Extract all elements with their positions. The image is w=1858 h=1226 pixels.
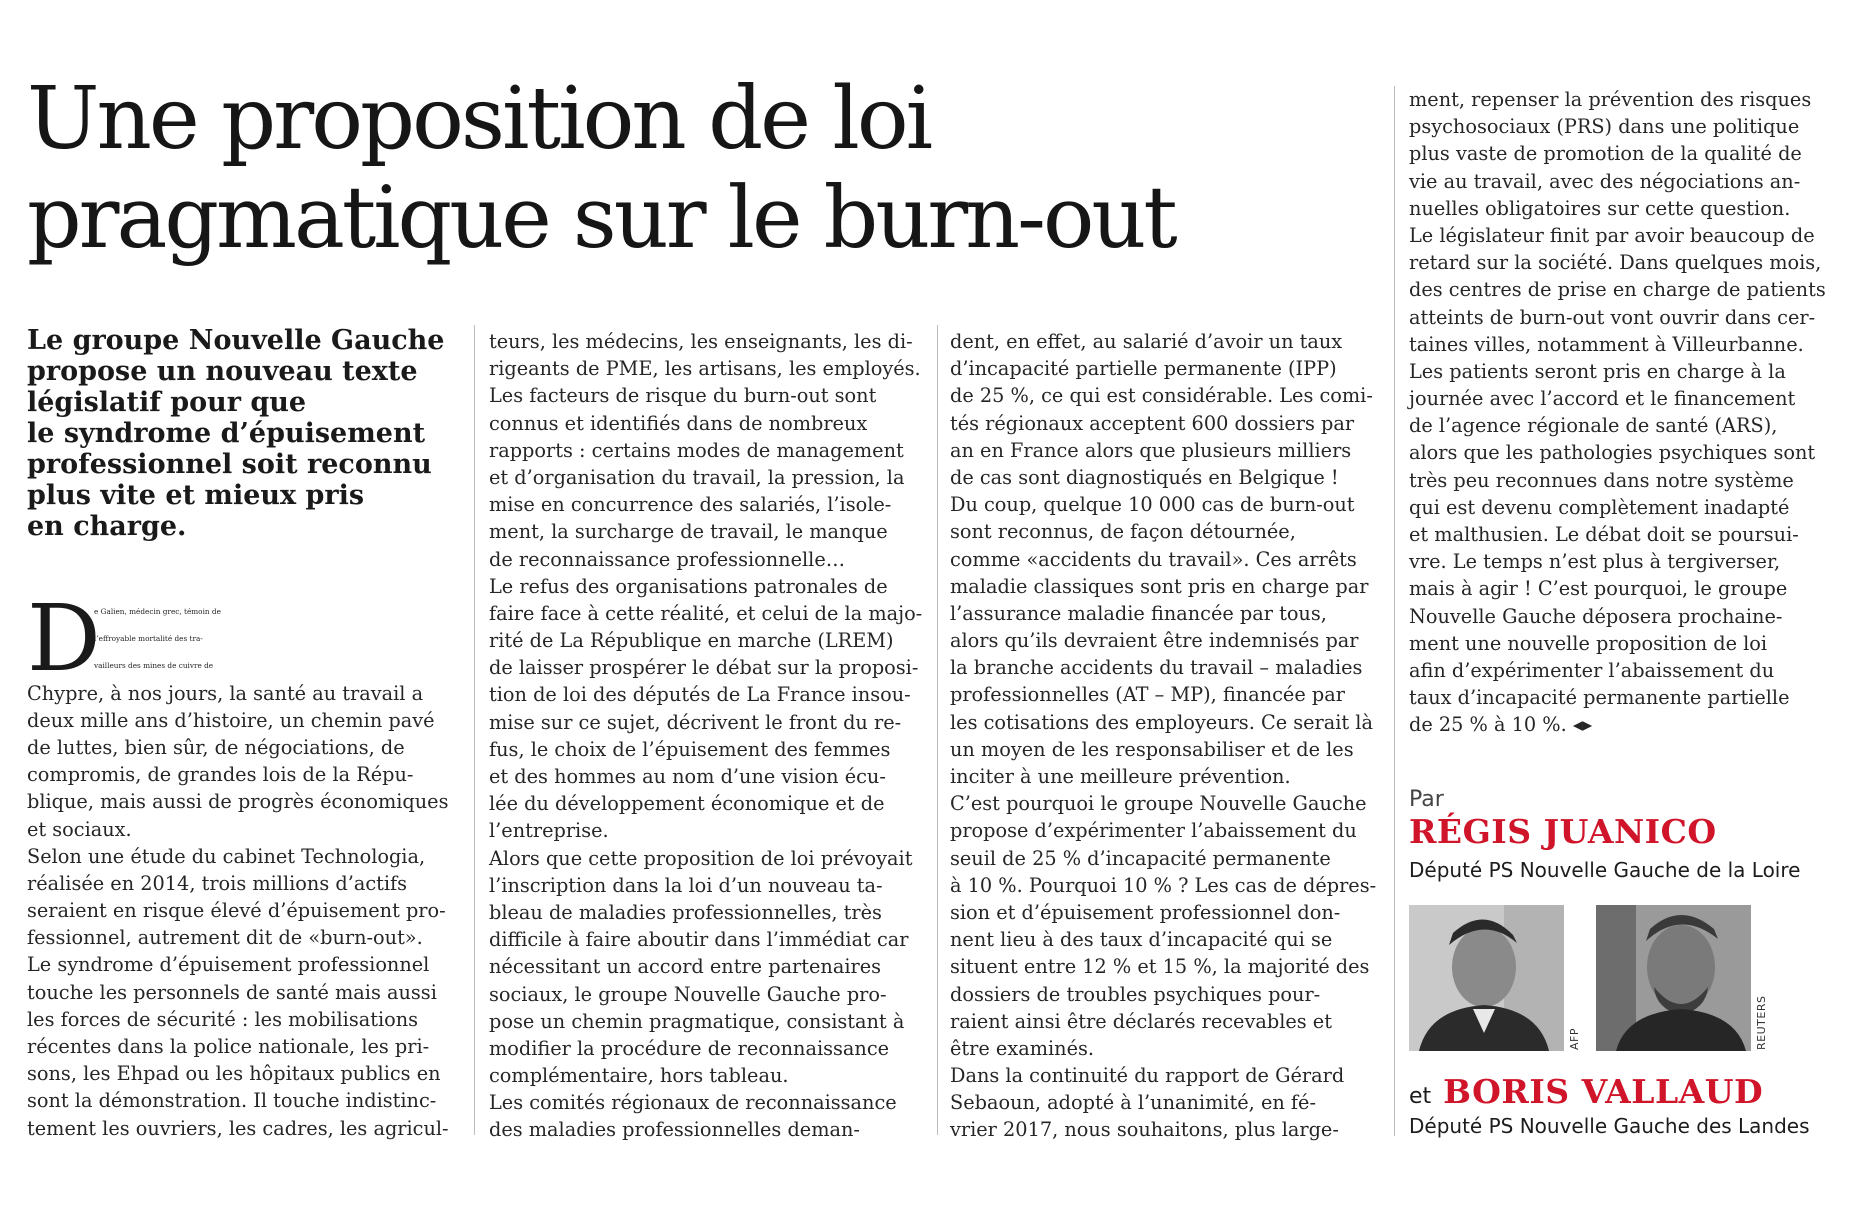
body-text-line: Alors que cette proposition de loi prévoyait (489, 846, 913, 870)
body-text-line: rigeants de PME, les artisans, les employés. (489, 357, 921, 381)
body-text-line: de laisser prospérer le débat sur la proposi- (489, 656, 919, 680)
body-text-line: difficile à faire aboutir dans l’immédiat car (489, 928, 909, 952)
byline-par: Par (1409, 787, 1444, 812)
body-text-line: réalisée en 2014, trois millions d’actifs (27, 871, 408, 895)
body-text-line: la branche accidents du travail – maladies (950, 656, 1363, 680)
body-text-line: l’entreprise. (489, 819, 609, 843)
body-text-line: qui est devenu complètement inadapté (1409, 495, 1790, 519)
body-text-line: pose un chemin pragmatique, consistant à (489, 1009, 905, 1033)
author-name-2: BORIS VALLAUD (1443, 1072, 1764, 1111)
body-text-line: alors qu’ils devraient être indemnisés par (950, 629, 1359, 653)
body-text-line: taines villes, notamment à Villeurbanne. (1409, 332, 1804, 356)
body-text-line: ment, la surcharge de travail, le manque (489, 520, 888, 544)
body-text-line: et d’organisation du travail, la pression, la (489, 465, 905, 489)
headline-line-2: pragmatique sur le burn-out (27, 169, 1175, 268)
body-text-line: e Galien, médecin grec, témoin de (94, 607, 221, 616)
body-text-line: afin d’expérimenter l’abaissement du (1409, 658, 1775, 682)
body-text-line: sociaux, le groupe Nouvelle Gauche pro- (489, 982, 887, 1006)
body-text-line: mise sur ce sujet, décrivent le front du re- (489, 710, 902, 734)
body-text-line: sion et d’épuisement professionnel don- (950, 900, 1341, 924)
photo-credit-2: REUTERS (1755, 995, 1768, 1050)
article-column-2 (489, 328, 929, 1144)
body-text-line: C’est pourquoi le groupe Nouvelle Gauche (950, 792, 1367, 816)
article-column-4 (1409, 86, 1849, 739)
body-text-line: Selon une étude du cabinet Technologia, (27, 844, 426, 868)
body-text-line: bleau de maladies professionnelles, très (489, 900, 882, 924)
body-text-line: dossiers de troubles psychiques pour- (950, 982, 1321, 1006)
body-text-line: des centres de prise en charge de patients (1409, 278, 1826, 302)
body-text-line: Les patients seront pris en charge à la (1409, 359, 1786, 383)
body-text-line: tion de loi des députés de La France insou- (489, 683, 911, 707)
body-text-line: modifier la procédure de reconnaissance (489, 1036, 890, 1060)
body-text-line: Les comités régionaux de reconnaissance (489, 1091, 897, 1115)
body-text-line: et malthusien. Le débat doit se poursui- (1409, 523, 1799, 546)
body-text-line: situent entre 12 % et 15 %, la majorité des (950, 955, 1370, 979)
body-text-line: psychosociaux (PRS) dans une politique (1409, 115, 1800, 139)
portrait-icon (1596, 905, 1751, 1051)
body-text-line: l’effroyable mortalité des tra- (94, 634, 203, 644)
body-text-line: faire face à cette réalité, et celui de la majo- (489, 601, 923, 625)
body-text-line: Nouvelle Gauche déposera prochaine- (1409, 604, 1783, 628)
body-text-line: seuil de 25 % d’incapacité permanente (950, 846, 1331, 870)
author-role-1: Député PS Nouvelle Gauche de la Loire (1409, 858, 1801, 882)
body-text-line: deux mille ans d’histoire, un chemin pavé (27, 708, 435, 732)
body-text-line: teurs, les médecins, les enseignants, les di- (489, 330, 913, 353)
article-headline (27, 70, 1177, 268)
body-text-line: Du coup, quelque 10 000 cas de burn-out (950, 493, 1355, 517)
body-text-line: alors que les pathologies psychiques sont (1409, 441, 1816, 465)
standfirst-line: en charge. (27, 511, 187, 542)
standfirst-line: professionnel soit reconnu (27, 449, 432, 480)
body-text-line: fus, le choix de l’épuisement des femmes (489, 737, 891, 761)
body-text-line: fessionnel, autrement dit de «burn-out». (27, 926, 423, 950)
body-text-line: sons, les Ehpad ou les hôpitaux publics en (27, 1062, 441, 1086)
standfirst-line: Le groupe Nouvelle Gauche (27, 325, 445, 356)
body-text-line: et sociaux. (27, 817, 132, 841)
body-text-line: Le refus des organisations patronales de (489, 574, 888, 598)
body-text-line: tés régionaux acceptent 600 dossiers par (950, 411, 1355, 435)
body-text-line: être examinés. (950, 1036, 1094, 1060)
body-text-line: vailleurs des mines de cuivre de (94, 661, 214, 671)
body-text-line: d’incapacité partielle permanente (IPP) (950, 357, 1337, 381)
body-text-line: propose d’expérimenter l’abaissement du (950, 819, 1357, 843)
body-text-line: professionnelles (AT – MP), financée par (950, 683, 1345, 707)
body-text-line: Les facteurs de risque du burn-out sont (489, 384, 877, 408)
article-column-3 (950, 328, 1380, 1144)
body-text-line: an en France alors que plusieurs milliers (950, 438, 1352, 462)
body-text-line: seraient en risque élevé d’épuisement pro- (27, 899, 446, 923)
body-text-line: complémentaire, hors tableau. (489, 1064, 789, 1088)
body-text-line: vre. Le temps n’est plus à tergiverser, (1409, 550, 1781, 574)
body-text-line: de 25 %, ce qui est considérable. Les comi- (950, 384, 1373, 408)
body-text-line: nuelles obligatoires sur cette question. (1409, 196, 1791, 220)
body-text-line: les forces de sécurité : les mobilisations (27, 1007, 419, 1031)
body-text-line: Chypre, à nos jours, la santé au travail a (27, 681, 424, 705)
body-text-line: lée du développement économique et de (489, 792, 885, 816)
body-text-line: l’assurance maladie financée par tous, (950, 601, 1327, 625)
body-text-line: des maladies professionnelles deman- (489, 1118, 860, 1142)
body-text-line: tement les ouvriers, les cadres, les agricul- (27, 1116, 449, 1140)
body-text-line: de reconnaissance professionnelle… (489, 547, 846, 571)
body-text-line: rapports : certains modes de management (489, 438, 904, 462)
body-text-line: inciter à une meilleure prévention. (950, 765, 1291, 788)
body-text-line: dent, en effet, au salarié d’avoir un taux (950, 330, 1343, 353)
headline-line-1: Une proposition de loi (27, 69, 931, 169)
body-text-line: récentes dans la police nationale, les pri- (27, 1035, 430, 1058)
body-text-line: mais à agir ! C’est pourquoi, le groupe (1409, 577, 1788, 601)
photo-credit-1: AFP (1568, 1028, 1581, 1050)
body-text-line: un moyen de les responsabiliser et de les (950, 737, 1354, 761)
body-text-line: connus et identifiés dans de nombreux (489, 411, 868, 435)
body-text-line: de cas sont diagnostiqués en Belgique ! (950, 465, 1339, 489)
body-text-line: mise en concurrence des salariés, l’isole- (489, 493, 892, 517)
body-text-line: de l’agence régionale de santé (ARS), (1409, 414, 1778, 438)
standfirst-line: législatif pour que (27, 387, 307, 418)
body-text-line: très peu reconnues dans notre système (1409, 468, 1794, 492)
body-text-line: Le syndrome d’épuisement professionnel (27, 953, 430, 977)
author-photo-1 (1409, 905, 1564, 1051)
article-standfirst (27, 325, 467, 542)
body-text-line: retard sur la société. Dans quelques mois, (1409, 251, 1822, 275)
body-text-line: les cotisations des employeurs. Ce serait là (950, 710, 1373, 734)
byline-et: et (1409, 1084, 1432, 1109)
column-divider (1394, 86, 1395, 1136)
body-text-line: plus vaste de promotion de la qualité de (1409, 142, 1802, 166)
body-text-line: taux d’incapacité permanente partielle (1409, 686, 1790, 710)
body-text-line: Sebaoun, adopté à l’unanimité, en fé- (950, 1091, 1316, 1115)
author-photo-2 (1596, 905, 1751, 1051)
author-role-2: Député PS Nouvelle Gauche des Landes (1409, 1114, 1810, 1138)
body-text-line: de luttes, bien sûr, de négociations, de (27, 735, 405, 759)
body-text-line: atteints de burn-out vont ouvrir dans cer- (1409, 305, 1816, 329)
body-text-line: l’inscription dans la loi d’un nouveau ta- (489, 873, 883, 897)
body-text-line: nent lieu à des taux d’incapacité qui se (950, 928, 1333, 952)
column-divider (474, 325, 475, 1135)
column-divider (937, 325, 938, 1135)
body-text-line: comme «accidents du travail». Ces arrêts (950, 547, 1357, 571)
body-text-line: journée avec l’accord et le financement (1409, 387, 1796, 411)
standfirst-line: plus vite et mieux pris (27, 480, 365, 511)
standfirst-line: propose un nouveau texte (27, 356, 418, 387)
body-text-line: raient ainsi être déclarés recevables et (950, 1009, 1332, 1033)
body-text-line: ment, repenser la prévention des risques (1409, 88, 1812, 111)
body-text-line: vrier 2017, nous souhaitons, plus large- (950, 1118, 1339, 1142)
body-text-line: ment une nouvelle proposition de loi (1409, 631, 1768, 655)
author-name-1: RÉGIS JUANICO (1409, 812, 1717, 851)
body-text-line: sont la démonstration. Il touche indistinc- (27, 1089, 437, 1113)
body-text-line: de 25 % à 10 %. ◂▸ (1409, 713, 1593, 737)
body-text-line: maladie classiques sont pris en charge par (950, 574, 1369, 598)
body-text-line: blique, mais aussi de progrès économiques (27, 790, 449, 814)
author-line-2 (1409, 1072, 1763, 1111)
body-text-line: vie au travail, avec des négociations an- (1409, 169, 1801, 193)
body-text-line: et des hommes au nom d’une vision écu- (489, 765, 886, 788)
drop-cap: D (27, 585, 101, 692)
body-text-line: Le législateur finit par avoir beaucoup de (1409, 223, 1815, 247)
body-text-line: rité de La République en marche (LREM) (489, 629, 894, 653)
body-text-line: touche les personnels de santé mais aussi (27, 980, 437, 1004)
body-text-line: compromis, de grandes lois de la Répu- (27, 763, 414, 787)
body-text-line: à 10 %. Pourquoi 10 % ? Les cas de dépres- (950, 873, 1377, 897)
standfirst-line: le syndrome d’épuisement (27, 418, 426, 449)
article-column-1 (27, 585, 462, 1142)
portrait-icon (1409, 905, 1564, 1051)
body-text-line: Dans la continuité du rapport de Gérard (950, 1064, 1345, 1088)
body-text-line: nécessitant un accord entre partenaires (489, 955, 882, 979)
body-text-line: sont reconnus, de façon détournée, (950, 520, 1296, 544)
